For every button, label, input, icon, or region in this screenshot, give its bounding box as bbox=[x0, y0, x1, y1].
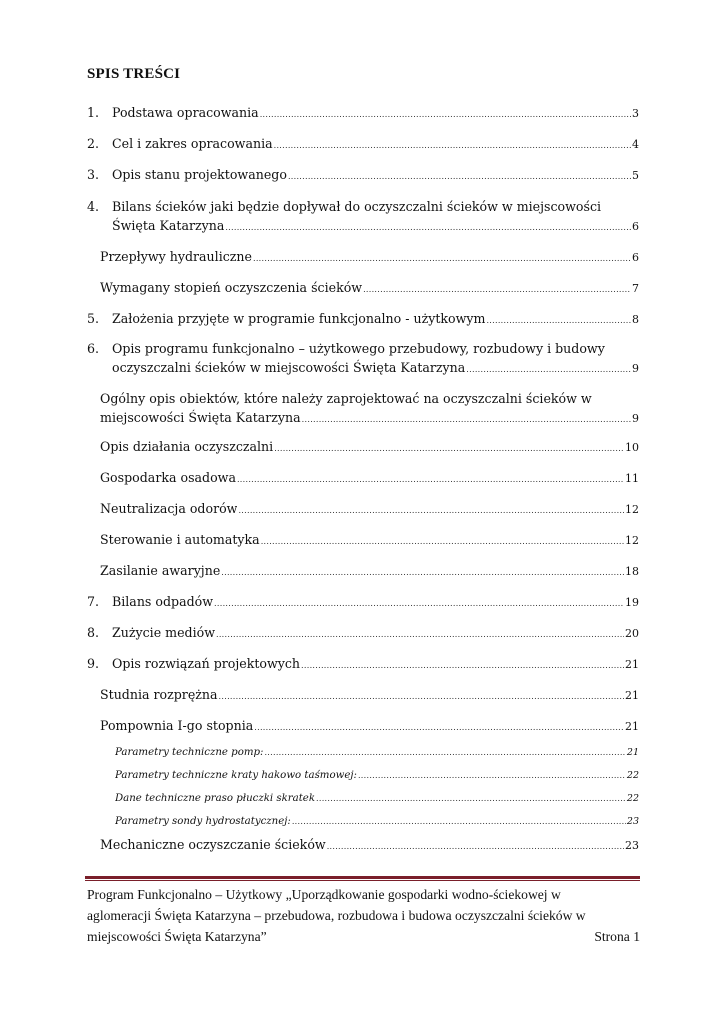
dot-leader bbox=[274, 136, 631, 155]
dot-leader bbox=[225, 218, 631, 237]
toc-page-number: 23 bbox=[625, 839, 639, 852]
toc-entry-9-2[interactable] bbox=[100, 716, 639, 737]
toc-entry-text: Zasilanie awaryjne bbox=[100, 563, 221, 578]
footer-rule-thin bbox=[85, 880, 640, 881]
toc-entry-9-2-1[interactable] bbox=[115, 746, 639, 760]
toc-page-number: 9 bbox=[632, 362, 639, 375]
toc-entry-text: Podstawa opracowania bbox=[112, 105, 259, 120]
toc-entry-9-2-4[interactable] bbox=[115, 815, 639, 829]
toc-entry-text: Neutralizacja odorów bbox=[100, 501, 238, 516]
toc-page-number: 4 bbox=[632, 138, 639, 151]
toc-page-number: 21 bbox=[625, 720, 639, 733]
toc-entry-6-2[interactable] bbox=[100, 437, 639, 458]
toc-page-number: 5 bbox=[632, 169, 639, 182]
dot-leader bbox=[274, 439, 624, 458]
toc-page-number: 12 bbox=[625, 503, 639, 516]
toc-entry-2[interactable] bbox=[87, 134, 639, 155]
toc-entry-9[interactable] bbox=[87, 654, 639, 675]
toc-entry-text: Wymagany stopień oczyszczenia ścieków bbox=[100, 280, 363, 295]
toc-entry-text-line2: oczyszczalni ścieków w miejscowości Święta Katarzyna bbox=[112, 360, 466, 375]
toc-entry-9-3[interactable] bbox=[100, 835, 639, 856]
toc-entry-text: Dane techniczne praso płuczki skratek bbox=[115, 793, 316, 804]
toc-entry-text: Opis działania oczyszczalni bbox=[100, 439, 274, 454]
toc-entry-text: Bilans odpadów bbox=[112, 594, 214, 609]
toc-entry-text-line2: miejscowości Święta Katarzyna bbox=[100, 410, 301, 425]
toc-page-number: 22 bbox=[626, 770, 639, 781]
toc-entry-5[interactable] bbox=[87, 309, 639, 330]
toc-entry-6-6[interactable] bbox=[100, 561, 639, 582]
dot-leader bbox=[302, 410, 631, 429]
dot-leader bbox=[264, 746, 625, 760]
toc-page-number: 21 bbox=[625, 658, 639, 671]
toc-entry-number: 3. bbox=[87, 167, 100, 182]
toc-page-number: 12 bbox=[625, 534, 639, 547]
toc-page-number: 3 bbox=[632, 107, 639, 120]
toc-page-number: 21 bbox=[625, 689, 639, 702]
toc-entry-text-line1: Bilans ścieków jaki będzie dopływał do oczyszczalni ścieków w miejscowości bbox=[112, 199, 602, 214]
toc-entry-text-line1: Opis programu funkcjonalno – użytkowego przebudowy, rozbudowy i budowy bbox=[112, 341, 605, 356]
toc-page-number: 8 bbox=[632, 313, 639, 326]
toc-title: SPIS TREŚCI bbox=[87, 66, 181, 82]
toc-entry-text: Zużycie mediów bbox=[112, 625, 215, 640]
dot-leader bbox=[254, 718, 624, 737]
dot-leader bbox=[237, 470, 624, 489]
dot-leader bbox=[260, 105, 631, 124]
toc-entry-9-2-3[interactable] bbox=[115, 792, 639, 806]
toc-entry-text: Przepływy hydrauliczne bbox=[100, 249, 252, 264]
dot-leader bbox=[288, 167, 631, 186]
dot-leader bbox=[292, 815, 626, 829]
toc-page-number: 20 bbox=[625, 627, 639, 640]
dot-leader bbox=[261, 532, 624, 551]
dot-leader bbox=[214, 594, 624, 613]
page-footer bbox=[87, 884, 640, 947]
toc-entry-9-1[interactable] bbox=[100, 685, 639, 706]
dot-leader bbox=[221, 563, 624, 582]
toc-entry-6-4[interactable] bbox=[100, 499, 639, 520]
toc-page-number: 7 bbox=[632, 282, 639, 295]
footer-line-3: miejscowości Święta Katarzyna” bbox=[87, 929, 267, 944]
toc-page-number: 11 bbox=[625, 472, 639, 485]
toc-entry-number: 1. bbox=[87, 105, 100, 120]
toc-entry-4-1[interactable] bbox=[100, 247, 639, 268]
toc-entry-9-2-2[interactable] bbox=[115, 769, 639, 783]
toc-entry-6-1[interactable] bbox=[100, 389, 639, 429]
toc-entry-number: 9. bbox=[87, 656, 100, 671]
dot-leader bbox=[316, 792, 626, 806]
toc-entry-3[interactable] bbox=[87, 165, 639, 186]
dot-leader bbox=[238, 501, 624, 520]
dot-leader bbox=[358, 769, 626, 783]
dot-leader bbox=[253, 249, 631, 268]
toc-entry-number: 2. bbox=[87, 136, 100, 151]
toc-entry-text: Studnia rozprężna bbox=[100, 687, 218, 702]
dot-leader bbox=[363, 280, 631, 299]
toc-entry-text: Parametry sondy hydrostatycznej: bbox=[115, 816, 291, 827]
toc-page-number: 10 bbox=[625, 441, 639, 454]
toc-entry-8[interactable] bbox=[87, 623, 639, 644]
toc-entry-text: Cel i zakres opracowania bbox=[112, 136, 273, 151]
toc-entry-text: Sterowanie i automatyka bbox=[100, 532, 260, 547]
footer-rule bbox=[85, 876, 640, 879]
toc-page-number: 6 bbox=[632, 220, 639, 233]
toc-entry-number: 8. bbox=[87, 625, 100, 640]
footer-line-2: aglomeracji Święta Katarzyna – przebudowa, rozbudowa i budowa oczyszczalni ścieków w bbox=[87, 908, 586, 923]
toc-entry-number: 7. bbox=[87, 594, 100, 609]
toc-entry-1[interactable] bbox=[87, 103, 639, 124]
toc-page-number: 19 bbox=[625, 596, 639, 609]
dot-leader bbox=[216, 625, 624, 644]
toc-page-number: 9 bbox=[632, 412, 639, 425]
toc-entry-number: 4. bbox=[87, 199, 100, 214]
toc-entry-text: Pompownia I-go stopnia bbox=[100, 718, 254, 733]
dot-leader bbox=[486, 311, 631, 330]
toc-entry-text: Opis stanu projektowanego bbox=[112, 167, 287, 182]
toc-entry-7[interactable] bbox=[87, 592, 639, 613]
footer-page-number: Strona 1 bbox=[594, 929, 640, 944]
footer-line-1: Program Funkcjonalno – Użytkowy „Uporządkowanie gospodarki wodno-ściekowej w bbox=[87, 887, 561, 902]
toc-entry-6-3[interactable] bbox=[100, 468, 639, 489]
toc-page-number: 6 bbox=[632, 251, 639, 264]
toc-entry-4[interactable] bbox=[87, 197, 639, 237]
toc-page-number: 21 bbox=[626, 747, 639, 758]
dot-leader bbox=[327, 837, 624, 856]
toc-entry-text: Parametry techniczne kraty hakowo taśmowej: bbox=[115, 770, 357, 781]
toc-entry-text-line2: Święta Katarzyna bbox=[112, 218, 225, 233]
toc-entry-text: Gospodarka osadowa bbox=[100, 470, 236, 485]
toc-page-number: 18 bbox=[625, 565, 639, 578]
toc-entry-number: 6. bbox=[87, 341, 100, 356]
toc-entry-text: Opis rozwiązań projektowych bbox=[112, 656, 301, 671]
dot-leader bbox=[219, 687, 624, 706]
toc-entry-text: Parametry techniczne pomp: bbox=[115, 747, 264, 758]
toc-page-number: 22 bbox=[626, 793, 639, 804]
toc-entry-6[interactable] bbox=[87, 339, 639, 379]
toc-entry-text: Mechaniczne oczyszczanie ścieków bbox=[100, 837, 326, 852]
toc-entry-6-5[interactable] bbox=[100, 530, 639, 551]
toc-entry-4-2[interactable] bbox=[100, 278, 639, 299]
toc-entry-number: 5. bbox=[87, 311, 100, 326]
dot-leader bbox=[466, 360, 631, 379]
dot-leader bbox=[301, 656, 624, 675]
toc-entry-text: Założenia przyjęte w programie funkcjonalno - użytkowym bbox=[112, 311, 486, 326]
toc-entry-text-line1: Ogólny opis obiektów, które należy zaprojektować na oczyszczalni ścieków w bbox=[100, 391, 592, 406]
toc-page-number: 23 bbox=[626, 816, 639, 827]
